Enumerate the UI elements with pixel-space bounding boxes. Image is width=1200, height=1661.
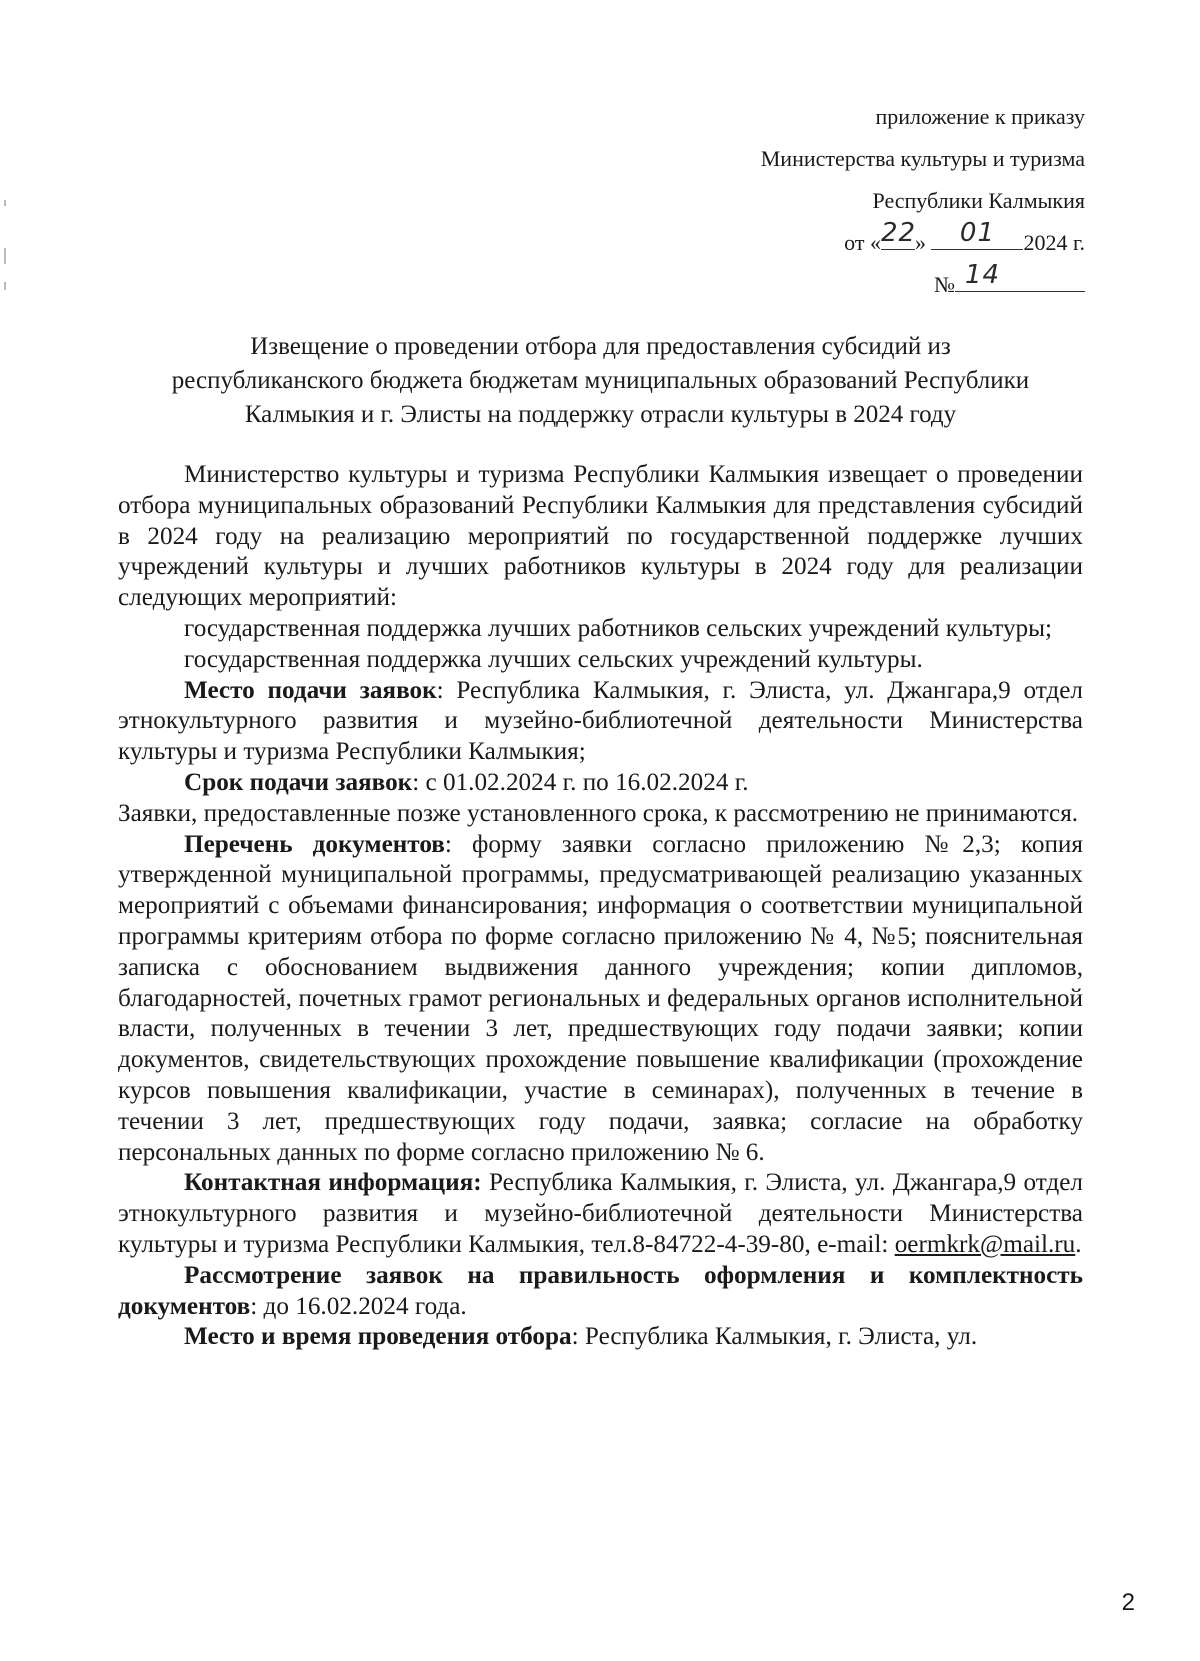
date-day-blank (880, 218, 917, 250)
number-handwritten: 14 (965, 260, 1001, 290)
header-line-2: Министерства культуры и туризма (760, 146, 1085, 171)
header-line-1: приложение к приказу (875, 104, 1085, 129)
title-line-3: Калмыкия и г. Элисты на поддержку отрасли культуры в 2024 году (244, 401, 957, 428)
title-line-1: Извещение о проведении отбора для предоставления субсидий из (250, 333, 951, 360)
selection-venue-paragraph (118, 1322, 1083, 1353)
submission-place-paragraph (118, 676, 1083, 768)
date-year: 2024 г. (1023, 230, 1085, 255)
intro-paragraph: Министерство культуры и туризма Республики Калмыкия извещает о проведении отбора муниципальных образований Республики Калмыкия для представления субсидий в 2024 году на реализацию мероприятий по государственной поддержке лучших учреждений культуры и лучших работников культуры в 2024 году для реализации следующих мероприятий: (118, 461, 1083, 612)
date-prefix: от « (844, 230, 881, 255)
number-blank (955, 260, 1085, 292)
documents-list-text: : форму заявки согласно приложению №2,3; копия утвержденной муниципальной программы, предусматривающей реализацию указанных мероприятий с объемами финансирования; информация о соответствии муниципальной программы критериям отбора по форме согласно приложению № 4, №5; пояснительная записка с обоснованием выдвижения данного учреждения; копии дипломов, благодарностей, почетных грамот региональных и федеральных органов исполнительной власти, полученных в течении 3 лет, предшествующих году подачи заявки; копии документов, свидетельствующих прохождение повышение квалификации (прохождение курсов повышения квалификации, участие в семинарах), полученных в течение в течении 3 лет, предшествующих году подачи, заявка; согласие на обработку персональных данных по форме согласно приложению № 6. (118, 830, 1083, 1166)
title-line-2: республиканского бюджета бюджетам муниципальных образований Республики (171, 367, 1030, 394)
submission-deadline-text: : с 01.02.2024 г. по 16.02.2024 г. (412, 768, 749, 796)
scan-edge-marks (4, 200, 8, 310)
header-number-line (645, 260, 1085, 306)
review-label: Рассмотрение заявок на правильность оформления и комплектность документов (118, 1261, 1083, 1320)
date-day-handwritten: 22 (880, 218, 917, 248)
late-submission-note: Заявки, предоставленные позже установленного срока, к рассмотрению не принимаются. (118, 799, 1079, 827)
review-text: : до 16.02.2024 года. (250, 1292, 467, 1320)
submission-deadline-label: Срок подачи заявок (184, 768, 413, 796)
selection-venue-text: : Республика Калмыкия, г. Элиста, ул. (571, 1323, 978, 1351)
contact-email-link[interactable]: oermkrk@mail.ru (894, 1230, 1076, 1258)
date-month-handwritten: 01 (959, 218, 995, 248)
measure-item-1: государственная поддержка лучших работников сельских учреждений культуры; (184, 614, 1053, 642)
contact-label: Контактная информация: (184, 1169, 482, 1197)
contact-text: Республика Калмыкия, г. Элиста, ул. Джангара,9 отдел этнокультурного развития и музейно-библиотечной деятельности Министерства культуры и туризма Республики Калмыкия, тел.8-84722-4-39-80, e-mail: (118, 1169, 1083, 1258)
page-number: 2 (1121, 1589, 1135, 1616)
documents-list-label: Перечень документов (184, 830, 445, 858)
contact-end: . (1075, 1230, 1082, 1258)
submission-place-label: Место подачи заявок (184, 676, 437, 704)
document-body (118, 460, 1083, 1353)
submission-place-text: : Республика Калмыкия, г. Элиста, ул. Джангара,9 отдел этнокультурного развития и музейно-библиотечной деятельности Министерства культуры и туризма Республики Калмыкия; (118, 676, 1083, 766)
review-paragraph (118, 1261, 1083, 1323)
number-prefix: № (934, 272, 955, 297)
document-title (118, 330, 1083, 432)
date-month-blank (931, 218, 1023, 250)
selection-venue-label: Место и время проведения отбора (184, 1323, 572, 1351)
measure-item-2: государственная поддержка лучших сельских учреждений культуры. (184, 645, 923, 673)
contact-paragraph (118, 1168, 1083, 1260)
date-mid: » (914, 230, 926, 255)
header-line-3: Республики Калмыкия (872, 188, 1085, 213)
order-attachment-header (645, 96, 1085, 306)
documents-list-paragraph (118, 830, 1083, 1169)
submission-deadline-paragraph (118, 768, 1083, 799)
